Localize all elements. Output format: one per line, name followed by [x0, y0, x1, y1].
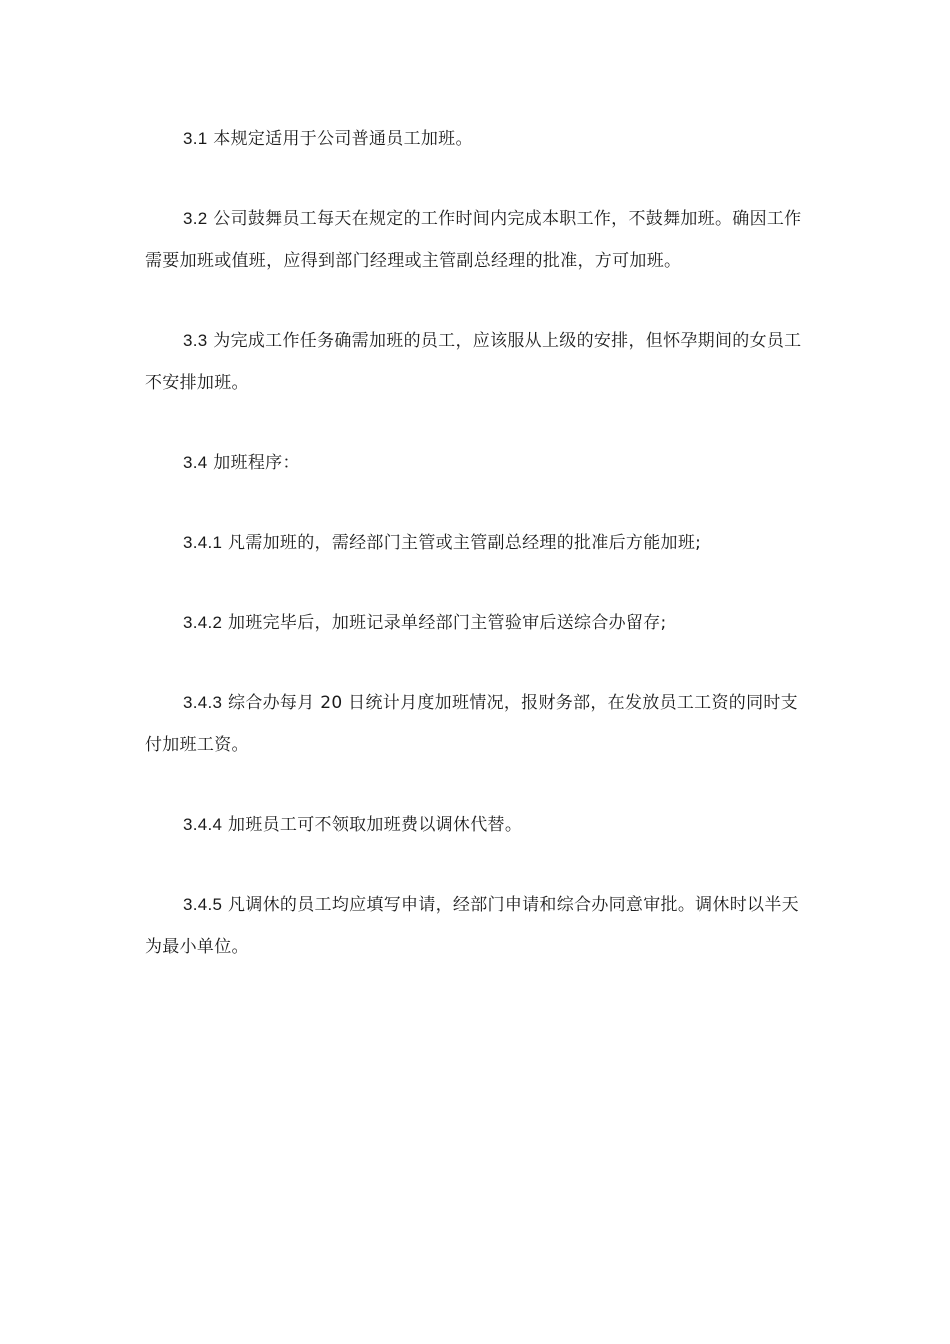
paragraph-3-4-2	[145, 602, 807, 644]
paragraph-text: 综合办每月 20 日统计月度加班情况，报财务部，在发放员工工资的同时支付加班工资。	[145, 693, 798, 755]
paragraph-number: 3.4.1	[183, 533, 223, 552]
paragraph-number: 3.3	[183, 331, 208, 350]
paragraph-3-2	[145, 198, 807, 282]
paragraph-3-1	[145, 118, 807, 160]
paragraph-text: 公司鼓舞员工每天在规定的工作时间内完成本职工作，不鼓舞加班。确因工作需要加班或值班，应得到部门经理或主管副总经理的批准，方可加班。	[145, 209, 802, 271]
paragraph-number: 3.4.5	[183, 895, 223, 914]
document-body	[145, 118, 807, 1006]
paragraph-text: 为完成工作任务确需加班的员工，应该服从上级的安排，但怀孕期间的女员工不安排加班。	[145, 331, 802, 393]
paragraph-text: 凡需加班的，需经部门主管或主管副总经理的批准后方能加班;	[228, 533, 702, 553]
paragraph-3-3	[145, 320, 807, 404]
paragraph-3-4-5	[145, 884, 807, 968]
paragraph-text: 加班完毕后，加班记录单经部门主管验审后送综合办留存;	[228, 613, 667, 633]
paragraph-number: 3.1	[183, 129, 208, 148]
paragraph-number: 3.4.3	[183, 693, 223, 712]
paragraph-3-4-4	[145, 804, 807, 846]
paragraph-text: 加班程序：	[213, 453, 300, 473]
paragraph-number: 3.4.4	[183, 815, 223, 834]
paragraph-text: 凡调休的员工均应填写申请，经部门申请和综合办同意审批。调休时以半天为最小单位。	[145, 895, 799, 957]
paragraph-number: 3.4.2	[183, 613, 223, 632]
paragraph-number: 3.2	[183, 209, 208, 228]
paragraph-text: 本规定适用于公司普通员工加班。	[213, 129, 473, 149]
paragraph-text: 加班员工可不领取加班费以调休代替。	[228, 815, 523, 835]
paragraph-3-4-3	[145, 682, 807, 766]
paragraph-3-4-1	[145, 522, 807, 564]
paragraph-number: 3.4	[183, 453, 208, 472]
paragraph-3-4	[145, 442, 807, 484]
